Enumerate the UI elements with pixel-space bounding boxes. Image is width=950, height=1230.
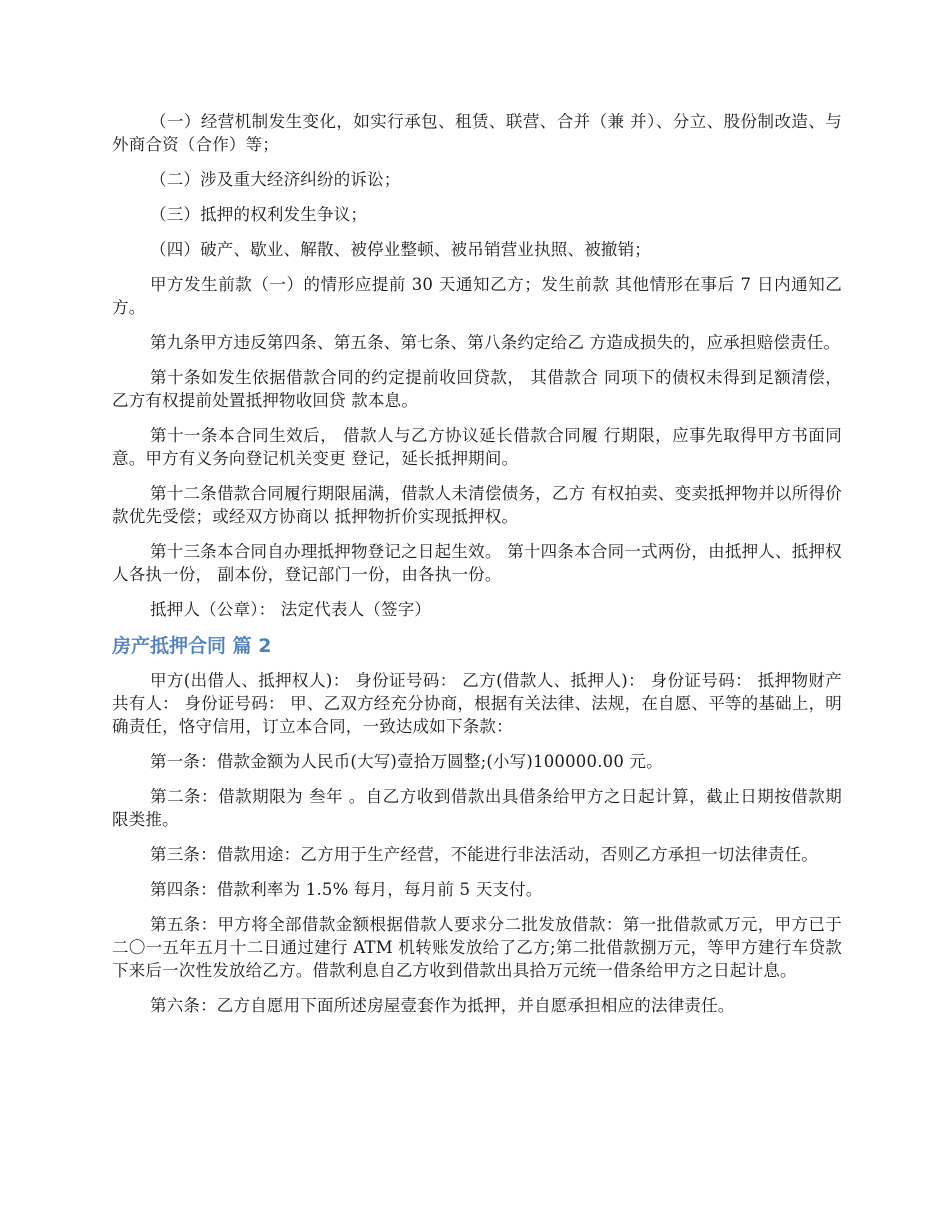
article-2: 第二条：借款期限为 叁年 。自乙方收到借款出具借条给甲方之日起计算，截止日期按借款期限类推。 [112, 787, 842, 829]
article-9: 第九条甲方违反第四条、第五条、第七条、第八条约定给乙 方造成损失的，应承担赔偿责任。 [150, 333, 841, 352]
article-10: 第十条如发生依据借款合同的约定提前收回贷款， 其借款合 同项下的债权未得到足额清偿， 乙方有权提前处置抵押物收回贷 款本息。 [112, 368, 842, 410]
parties-paragraph: 甲方(出借人、抵押权人)： 身份证号码： 乙方(借款人、抵押人)： 身份证号码： 抵押物财产共有人： 身份证号码： 甲、乙双方经充分协商，根据有关法律、法规，在自愿、平等的基础上，明确责任，恪守信用，订立本合同，一致达成如下条款： [112, 671, 842, 736]
clause-item-3: （三）抵押的权利发生争议； [150, 205, 368, 224]
notice-paragraph: 甲方发生前款（一）的情形应提前 30 天通知乙方；发生前款 其他情形在事后 7 日内通知乙方。 [112, 275, 842, 317]
article-3: 第三条：借款用途：乙方用于生产经营，不能进行非法活动，否则乙方承担一切法律责任。 [150, 845, 818, 864]
article-4: 第四条：借款利率为 1.5% 每月，每月前 5 天支付。 [150, 880, 543, 899]
article-5: 第五条：甲方将全部借款金额根据借款人要求分二批发放借款：第一批借款贰万元，甲方已于二〇一五年五月十二日通过建行 ATM 机转账发放给了乙方;第二批借款捌万元，等甲方建行车贷款下来后一次性发放给乙方。借款利息自乙方收到借款出具拾万元统一借条给甲方之日起计息。 [112, 915, 842, 980]
clause-item-4: （四）破产、歇业、解散、被停业整顿、被吊销营业执照、被撤销； [150, 240, 651, 259]
document-page [112, 110, 842, 1029]
article-12: 第十二条借款合同履行期限届满，借款人未清偿债务，乙方 有权拍卖、变卖抵押物并以所得价款优先受偿；或经双方协商以 抵押物折价实现抵押权。 [112, 484, 842, 526]
article-6: 第六条：乙方自愿用下面所述房屋壹套作为抵押，并自愿承担相应的法律责任。 [150, 996, 735, 1015]
section-heading: 房产抵押合同 篇 2 [112, 635, 272, 657]
article-13-14: 第十三条本合同自办理抵押物登记之日起生效。 第十四条本合同一式两份，由抵押人、抵押权人各执一份， 副本份，登记部门一份，由各执一份。 [112, 542, 842, 584]
signature-line: 抵押人（公章）： 法定代表人（签字） [150, 600, 432, 619]
clause-item-2: （二）涉及重大经济纠纷的诉讼； [150, 170, 401, 189]
article-11: 第十一条本合同生效后， 借款人与乙方协议延长借款合同履 行期限，应事先取得甲方书面同意。甲方有义务向登记机关变更 登记，延长抵押期间。 [112, 426, 842, 468]
article-1: 第一条：借款金额为人民币(大写)壹拾万圆整;(小写)100000.00 元。 [150, 752, 663, 771]
clause-item-1: （一）经营机制发生变化，如实行承包、租赁、联营、合并（兼 并）、分立、股份制改造、与外商合资（合作）等； [112, 112, 842, 154]
